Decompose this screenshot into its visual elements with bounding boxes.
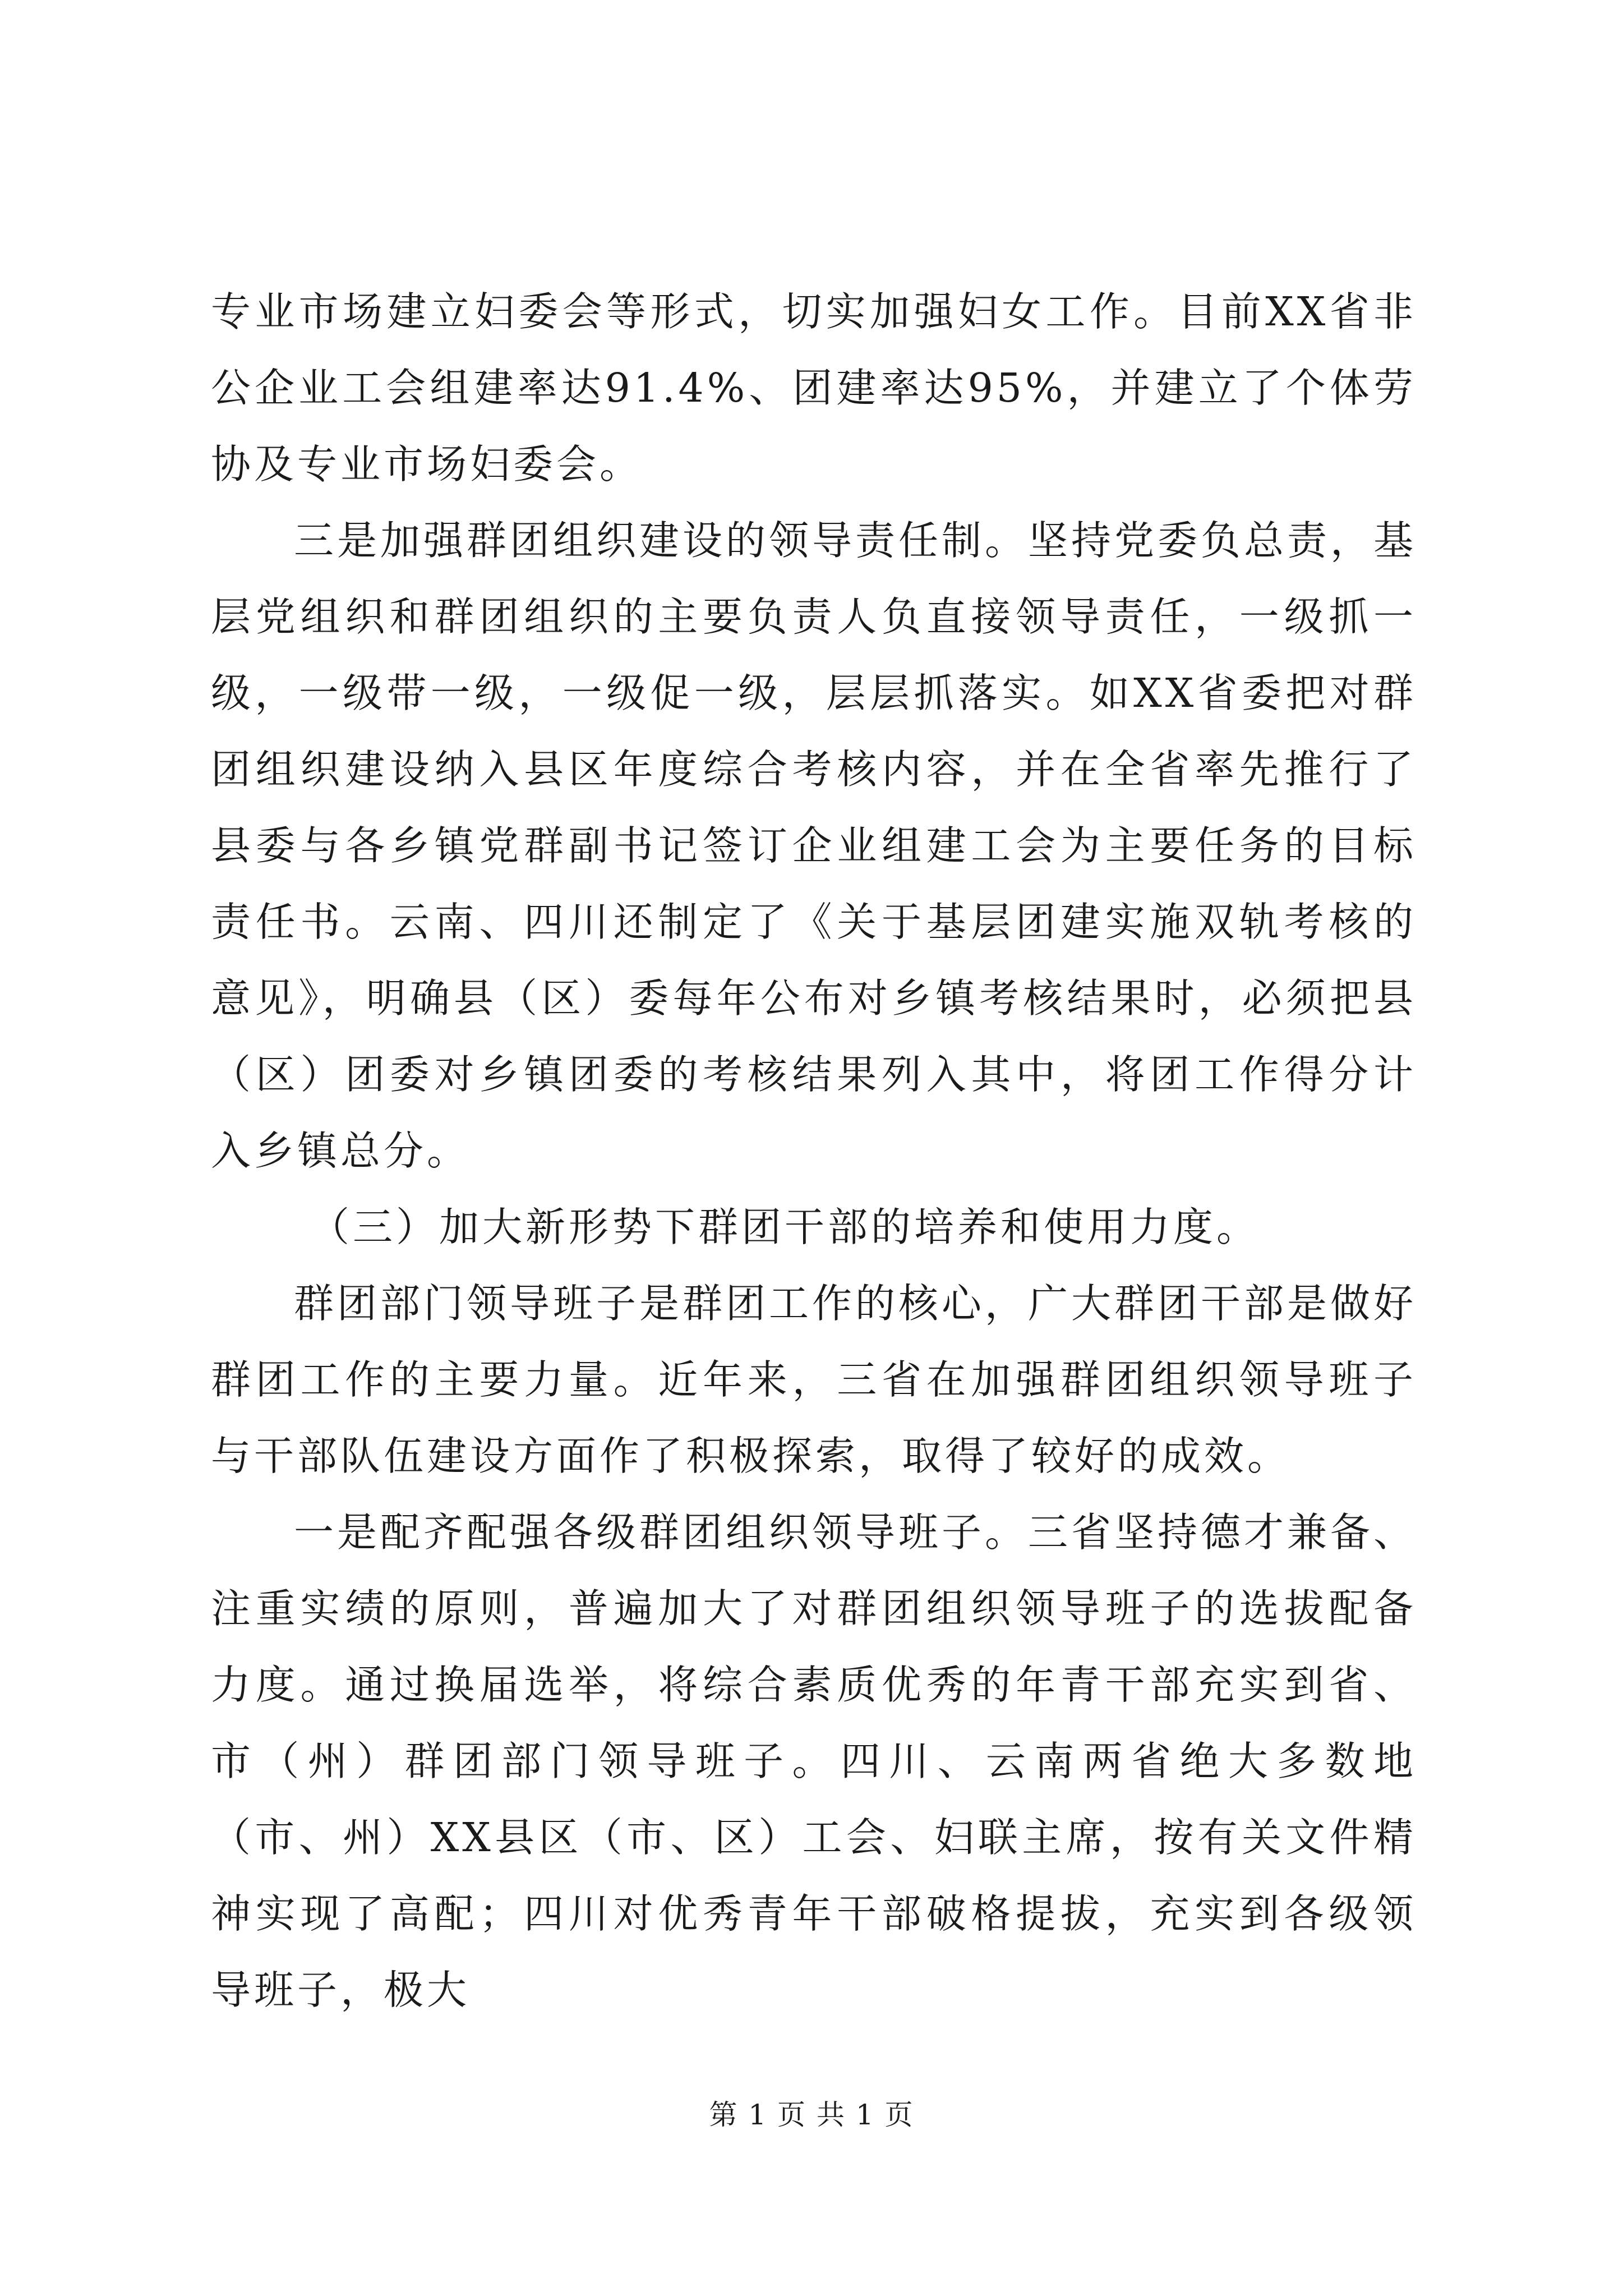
- paragraph-leadership-responsibility: 三是加强群团组织建设的领导责任制。坚持党委负总责，基层党组织和群团组织的主要负责人负直接领导责任，一级抓一级，一级带一级，一级促一级，层层抓落实。如XX省委把对群团组织建设纳入县区年度综合考核内容，并在全省率先推行了县委与各乡镇党群副书记签订企业组建工会为主要任务的目标责任书。云南、四川还制定了《关于基层团建实施双轨考核的意见》，明确县（区）委每年公布对乡镇考核结果时，必须把县（区）团委对乡镇团委的考核结果列入其中，将团工作得分计入乡镇总分。: [211, 517, 1417, 1174]
- section-heading-cadre-training: （三）加大新形势下群团干部的培养和使用力度。: [310, 1204, 1260, 1250]
- paragraph-cadre-core: 群团部门领导班子是群团工作的核心，广大群团干部是做好群团工作的主要力量。近年来，三省在加强群团组织领导班子与干部队伍建设方面作了积极探索，取得了较好的成效。: [211, 1280, 1417, 1479]
- paragraph-leadership-teams: 一是配齐配强各级群团组织领导班子。三省坚持德才兼备、注重实绩的原则，普遍加大了对群团组织领导班子的选拔配备力度。通过换届选举，将综合素质优秀的年青干部充实到省、市（州）群团部门领导班子。四川、云南两省绝大多数地（市、州）XX县区（市、区）工会、妇联主席，按有关文件精神实现了高配；四川对优秀青年干部破格提拔，充实到各级领导班子，极大: [211, 1509, 1417, 2013]
- paragraph-continued: 专业市场建立妇委会等形式，切实加强妇女工作。目前XX省非公企业工会组建率达91.4%、团建率达95%，并建立了个体劳协及专业市场妇委会。: [211, 288, 1417, 487]
- page-number-footer: 第 1 页 共 1 页: [709, 2099, 914, 2131]
- document-body: [211, 274, 1417, 2028]
